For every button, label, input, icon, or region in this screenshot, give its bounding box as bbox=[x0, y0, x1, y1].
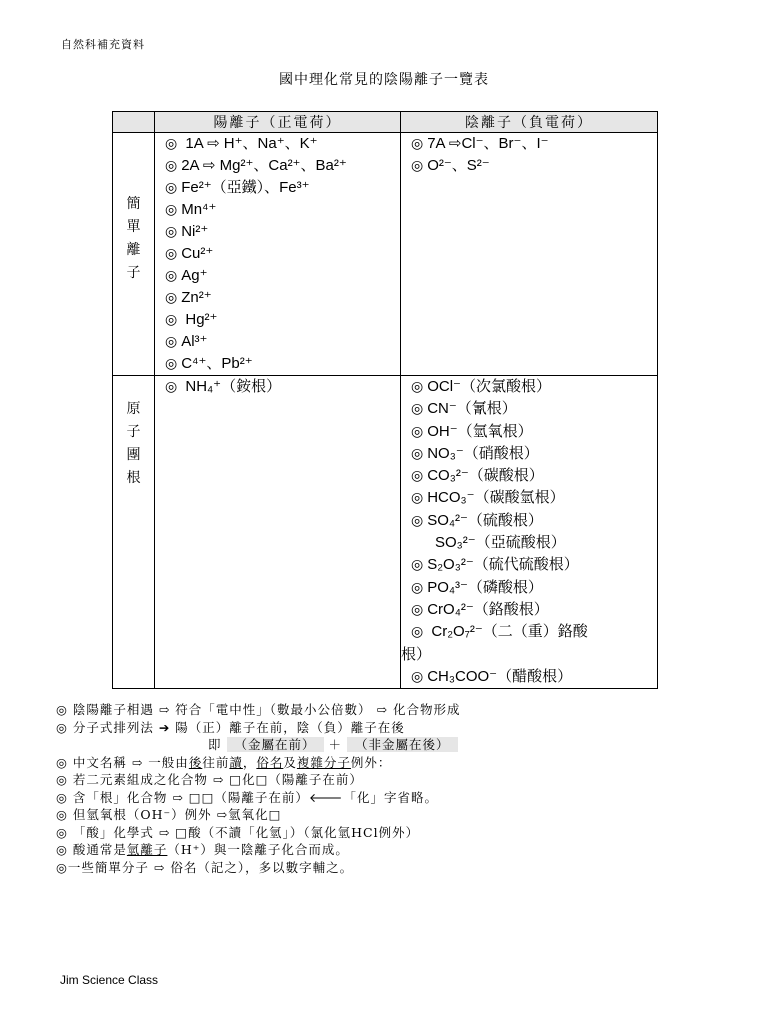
radical-cations-cell bbox=[155, 376, 401, 689]
note-text: ◎ 中文名稱 ⇨ 一般由 bbox=[56, 754, 189, 770]
note-line bbox=[56, 841, 696, 859]
ion-item bbox=[411, 421, 657, 443]
ion-formula: 2A ⇨ Mg²⁺、Ca²⁺、Ba²⁺ bbox=[181, 157, 347, 174]
note-underlined: 氫離子 bbox=[126, 842, 168, 857]
note-text: ， bbox=[242, 754, 257, 770]
ion-item bbox=[411, 599, 657, 621]
page-title: 國中理化常見的陰陽離子一覽表 bbox=[279, 72, 489, 88]
cation-header: 陽離子（正電荷） bbox=[155, 112, 401, 133]
note-text: 往前 bbox=[202, 754, 230, 770]
note-line-example bbox=[56, 736, 696, 754]
bullet-mark: ◎ bbox=[411, 445, 424, 462]
bullet-mark: ◎ bbox=[411, 601, 424, 618]
ion-item bbox=[411, 510, 657, 532]
bullet-mark: ◎ bbox=[165, 290, 178, 306]
ion-item bbox=[165, 155, 400, 177]
ion-item bbox=[165, 177, 400, 199]
bullet-mark: ◎ bbox=[165, 158, 178, 174]
bullet-mark: ◎ bbox=[165, 180, 178, 196]
bullet-mark: ◎ bbox=[411, 158, 424, 174]
radical-anions-list bbox=[401, 376, 657, 688]
radical-anions-cell bbox=[401, 376, 658, 689]
note-plus: ＋ bbox=[328, 737, 343, 752]
radical-cations-list bbox=[155, 376, 400, 398]
bullet-mark: ◎ bbox=[411, 136, 424, 152]
row-label-char: 子 bbox=[126, 424, 141, 440]
row-label-char: 簡 bbox=[126, 196, 141, 212]
bullet-mark: ◎ bbox=[165, 268, 178, 284]
ion-formula: SO₃²⁻（亞硫酸根） bbox=[435, 534, 566, 552]
ion-formula: Fe²⁺（亞鐵）、Fe³⁺ bbox=[181, 179, 310, 196]
bullet-mark: ◎ bbox=[411, 401, 424, 418]
ion-formula: HCO₃⁻（碳酸氫根） bbox=[427, 489, 565, 507]
note-underlined: 後 bbox=[188, 754, 203, 770]
row-label-radical bbox=[113, 376, 155, 689]
ion-formula: CrO₄²⁻（鉻酸根） bbox=[427, 600, 549, 618]
ion-formula: SO₄²⁻（硫酸根） bbox=[427, 511, 543, 529]
ion-formula: S₂O₃²⁻（硫代硫酸根） bbox=[427, 556, 579, 574]
ion-item bbox=[165, 309, 400, 331]
bullet-mark: ◎ bbox=[165, 379, 178, 395]
note-line: ◎ 「酸」化學式 ⇨ □酸（不讀「化氫」）（氯化氫HCl例外） bbox=[56, 824, 420, 840]
ion-item bbox=[411, 398, 657, 420]
note-line: ◎ 但氫氧根（OH⁻）例外 ⇨氫氧化□ bbox=[56, 807, 282, 822]
note-line: ◎一些簡單分子 ⇨ 俗名（記之），多以數字輔之。 bbox=[56, 859, 354, 875]
bullet-mark: ◎ bbox=[411, 579, 424, 596]
ion-formula: Cu²⁺ bbox=[181, 245, 214, 262]
bullet-mark: ◎ bbox=[165, 136, 178, 152]
ion-formula: OCl⁻（次氯酸根） bbox=[427, 378, 551, 395]
bullet-mark: ◎ bbox=[411, 379, 424, 395]
ion-item bbox=[411, 443, 657, 465]
ion-item bbox=[165, 353, 400, 375]
row-label-char: 根 bbox=[126, 470, 141, 486]
ion-formula: Cr₂O₇²⁻（二（重）鉻酸 bbox=[427, 623, 588, 641]
note-line: ◎ 分子式排列法 ➔ 陽（正）離子在前，陰（負）離子在後 bbox=[56, 719, 405, 735]
bullet-mark: ◎ bbox=[165, 356, 178, 372]
notes-section bbox=[56, 701, 696, 876]
ion-item bbox=[401, 644, 657, 666]
corner-cell bbox=[113, 112, 155, 133]
ion-item bbox=[165, 133, 400, 155]
ion-formula: Mn⁴⁺ bbox=[181, 201, 217, 218]
ion-item bbox=[165, 331, 400, 353]
ion-formula: O²⁻、S²⁻ bbox=[427, 157, 490, 174]
row-label-radical-text bbox=[113, 376, 154, 490]
ion-item bbox=[165, 265, 400, 287]
ion-item bbox=[411, 155, 657, 177]
row-label-char: 離 bbox=[126, 242, 141, 258]
ion-item bbox=[411, 577, 657, 599]
ion-formula: CO₃²⁻（碳酸根） bbox=[427, 467, 544, 485]
bullet-mark: ◎ bbox=[165, 202, 178, 218]
simple-cations-cell bbox=[155, 133, 401, 376]
bullet-mark: ◎ bbox=[411, 423, 424, 440]
footer-label: Jim Science Class bbox=[60, 973, 159, 987]
bullet-mark: ◎ bbox=[165, 334, 178, 350]
ion-formula: Hg²⁺ bbox=[181, 311, 218, 328]
note-text: 及 bbox=[283, 754, 297, 770]
ion-formula: Al³⁺ bbox=[181, 333, 208, 350]
row-label-char: 原 bbox=[126, 401, 141, 417]
bullet-mark: ◎ bbox=[411, 624, 424, 641]
ion-item bbox=[411, 554, 657, 576]
ion-formula: CH₃COO⁻（醋酸根） bbox=[427, 667, 573, 685]
simple-cations-list bbox=[155, 133, 400, 375]
bullet-mark: ◎ bbox=[411, 490, 424, 507]
bullet-mark: ◎ bbox=[165, 224, 178, 240]
ion-formula: NO₃⁻（硝酸根） bbox=[427, 444, 539, 462]
ion-formula: 根） bbox=[401, 645, 432, 663]
ion-item bbox=[165, 221, 400, 243]
ion-item bbox=[411, 487, 657, 509]
simple-anions-list bbox=[401, 133, 657, 177]
bullet-mark: ◎ bbox=[411, 557, 424, 574]
note-line: ◎ 陰陽離子相遇 ⇨ 符合「電中性」（數最小公倍數） ⇨ 化合物形成 bbox=[56, 702, 461, 717]
bullet-mark: ◎ bbox=[411, 512, 424, 529]
note-nonmetal-after: （非金屬在後） bbox=[347, 737, 458, 752]
ion-formula: 1A ⇨ H⁺、Na⁺、K⁺ bbox=[181, 135, 318, 152]
note-line: ◎ 含「根」化合物 ⇨ □□（陽離子在前）🡐「化」字省略。 bbox=[56, 789, 438, 805]
row-label-simple-text bbox=[113, 133, 154, 285]
ion-table bbox=[112, 111, 658, 689]
note-text: 例外： bbox=[350, 754, 392, 770]
ion-formula: Ni²⁺ bbox=[181, 223, 209, 240]
note-prefix: 即 bbox=[208, 737, 222, 752]
bullet-mark: ◎ bbox=[411, 468, 424, 485]
ion-formula: C⁴⁺、Pb²⁺ bbox=[181, 355, 253, 372]
note-underlined: 複雜分子 bbox=[296, 754, 351, 770]
ion-formula: Zn²⁺ bbox=[181, 289, 212, 306]
note-line bbox=[56, 754, 696, 772]
ion-formula: OH⁻（氫氧根） bbox=[427, 422, 533, 440]
ion-formula: CN⁻（氰根） bbox=[427, 400, 517, 418]
ion-item bbox=[411, 133, 657, 155]
ion-formula: Ag⁺ bbox=[181, 267, 208, 284]
ion-item bbox=[165, 287, 400, 309]
note-metal-first: （金屬在前） bbox=[227, 737, 324, 752]
ion-item bbox=[165, 243, 400, 265]
header-subject: 自然科補充資料 bbox=[61, 38, 145, 51]
simple-anions-cell bbox=[401, 133, 658, 376]
note-text: ◎ 酸通常是 bbox=[56, 842, 127, 857]
note-underlined: 讀 bbox=[229, 754, 243, 770]
ion-item bbox=[411, 666, 657, 688]
row-label-char: 子 bbox=[126, 265, 141, 281]
bullet-mark: ◎ bbox=[411, 668, 424, 685]
ion-item bbox=[411, 532, 657, 554]
row-label-char: 團 bbox=[126, 447, 141, 463]
anion-header: 陰離子（負電荷） bbox=[401, 112, 658, 133]
ion-item bbox=[411, 465, 657, 487]
ion-formula: PO₄³⁻（磷酸根） bbox=[427, 578, 543, 596]
ion-item bbox=[165, 376, 400, 398]
row-label-char: 單 bbox=[126, 219, 141, 235]
ion-item bbox=[165, 199, 400, 221]
bullet-mark: ◎ bbox=[165, 312, 178, 328]
note-text: （H⁺）與一陰離子化合而成。 bbox=[167, 842, 349, 857]
ion-item bbox=[411, 376, 657, 398]
note-underlined: 俗名 bbox=[256, 754, 284, 770]
note-line: ◎ 若二元素組成之化合物 ⇨ □化□（陽離子在前） bbox=[56, 772, 363, 787]
ion-item bbox=[411, 621, 657, 643]
row-label-simple bbox=[113, 133, 155, 376]
bullet-mark: ◎ bbox=[165, 246, 178, 262]
ion-formula: 7A ⇨Cl⁻、Br⁻、I⁻ bbox=[427, 135, 549, 152]
ion-formula: NH₄⁺（銨根） bbox=[181, 378, 282, 395]
